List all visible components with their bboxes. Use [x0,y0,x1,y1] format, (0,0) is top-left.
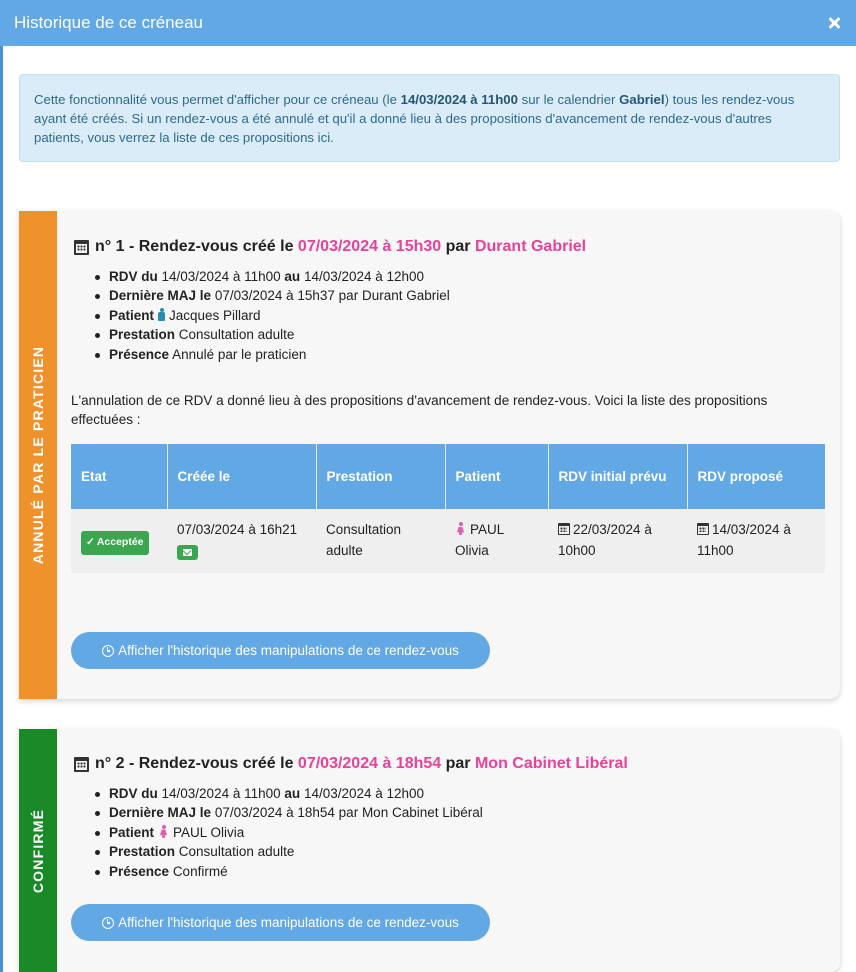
prestation-value: Consultation adulte [178,844,295,860]
col-proposed: RDV proposé [687,444,825,509]
status-label: CONFIRMÉ [30,808,47,893]
info-text-2: sur le calendrier [517,92,620,107]
badge-text: Acceptée [96,536,144,548]
female-icon [457,522,464,535]
modal-title: Historique de ce créneau [14,13,204,32]
check-icon: ✓ [86,536,95,548]
calendar-icon [697,523,709,535]
rdv-end: 14/03/2024 à 12h00 [303,269,425,284]
last-update: 07/03/2024 à 15h37 par Durant Gabriel [214,288,450,304]
detail-presence [109,862,483,881]
info-text-1: Cette fonctionnalité vous permet d'afficher pour ce créneau (le [34,92,401,107]
status-strip [19,211,57,699]
status-strip [19,729,57,972]
history-button[interactable] [71,904,490,941]
last-update: 07/03/2024 à 18h54 par Mon Cabinet Libéral [214,805,483,821]
calendar-icon [558,523,570,535]
detail-label: Présence [109,346,170,362]
appointment-title [74,755,628,773]
info-slot: 14/03/2024 à 11h00 [400,92,518,107]
presence-value: Confirmé [172,863,228,879]
par-label: par [445,755,471,772]
detail-last-update [109,286,450,305]
cell-prestation: Consultation adulte [316,509,445,573]
patient-name[interactable]: Jacques Pillard [169,307,261,323]
modal-header [0,0,856,46]
info-calendar: Gabriel [619,92,665,107]
detail-rdv [109,267,450,286]
history-button-label: Afficher l'historique des manipulations de ce rendez-vous [118,643,459,658]
proposed-value: 14/03/2024 à 11h00 [697,522,791,558]
female-icon [160,825,167,838]
calendar-icon [74,240,89,255]
calendar-icon [74,757,89,772]
cell-patient [445,509,548,573]
col-etat: Etat [71,444,167,509]
col-patient: Patient [445,444,548,509]
appointment-number: n° 2 [95,755,125,772]
table-header-row [71,444,825,509]
detail-label: Prestation [109,844,176,860]
cancellation-text: L'annulation de ce RDV a donné lieu à des propositions d'avancement de rendez-vous. Voici la liste des propositions effectuées : [71,393,768,427]
rdv-start: 14/03/2024 à 11h00 [161,269,281,284]
envelope-icon[interactable] [177,545,198,560]
detail-last-update [109,803,483,822]
accepted-badge [81,531,149,555]
history-button-label: Afficher l'historique des manipulations de ce rendez-vous [118,915,459,930]
clock-icon [102,917,114,929]
cell-created [167,509,316,573]
presence-value: Annulé par le praticien [172,346,307,362]
proposals-table [71,444,825,573]
detail-prestation [109,842,483,861]
created-prefix: - Rendez-vous créé le [128,238,294,255]
detail-label: Présence [109,863,170,879]
info-alert [19,74,840,162]
clock-icon [102,645,114,657]
detail-label: au [284,786,301,801]
detail-label: Patient [109,824,155,840]
col-created: Créée le [167,444,316,509]
detail-label: Prestation [109,327,176,343]
close-icon[interactable] [826,15,842,31]
cell-initial [548,509,687,573]
rdv-start: 14/03/2024 à 11h00 [161,786,281,801]
appointment-details [109,784,483,881]
created-date: 07/03/2024 à 18h54 [297,755,442,772]
detail-patient [109,306,450,325]
rdv-end: 14/03/2024 à 12h00 [303,786,425,801]
cell-state [71,509,167,573]
patient-name[interactable]: PAUL Olivia [173,824,245,840]
window-left-edge [0,0,3,972]
detail-label: RDV du [109,269,158,284]
detail-patient [109,823,483,842]
detail-label: RDV du [109,786,158,801]
col-initial: RDV initial prévu [548,444,687,509]
created-by: Durant Gabriel [474,238,587,255]
appointment-card-2 [19,729,840,972]
initial-value: 22/03/2024 à 10h00 [558,522,652,558]
history-button[interactable] [71,632,490,669]
cell-proposed [687,509,825,573]
detail-presence [109,345,450,364]
created-by: Mon Cabinet Libéral [474,755,628,772]
detail-rdv [109,784,483,803]
detail-label: au [284,269,301,284]
table-row [71,509,825,573]
appointment-details [109,267,450,364]
detail-label: Dernière MAJ le [109,288,212,304]
col-prestation: Prestation [316,444,445,509]
appointment-number: n° 1 [95,238,125,255]
appointment-title [74,238,586,256]
par-label: par [445,238,471,255]
male-icon [158,308,165,321]
detail-label: Dernière MAJ le [109,805,212,821]
detail-label: Patient [109,307,155,323]
detail-prestation [109,325,450,344]
created-value: 07/03/2024 à 16h21 [177,522,298,537]
appointment-card-1 [19,211,840,699]
created-prefix: - Rendez-vous créé le [128,755,294,772]
prestation-value: Consultation adulte [178,327,295,343]
info-text-3: ) tous les rendez-vous ayant été créés. Si un rendez-vous a été annulé et qu'il a donné lieu à des propositions d'avancement de rendez-vous d'autres patients, vous verrez la liste de ces propositions ici. [34,92,795,145]
status-label: ANNULÉ PAR LE PRATICIEN [30,345,47,565]
created-date: 07/03/2024 à 15h30 [297,238,442,255]
patient-name[interactable]: PAUL Olivia [455,522,504,558]
